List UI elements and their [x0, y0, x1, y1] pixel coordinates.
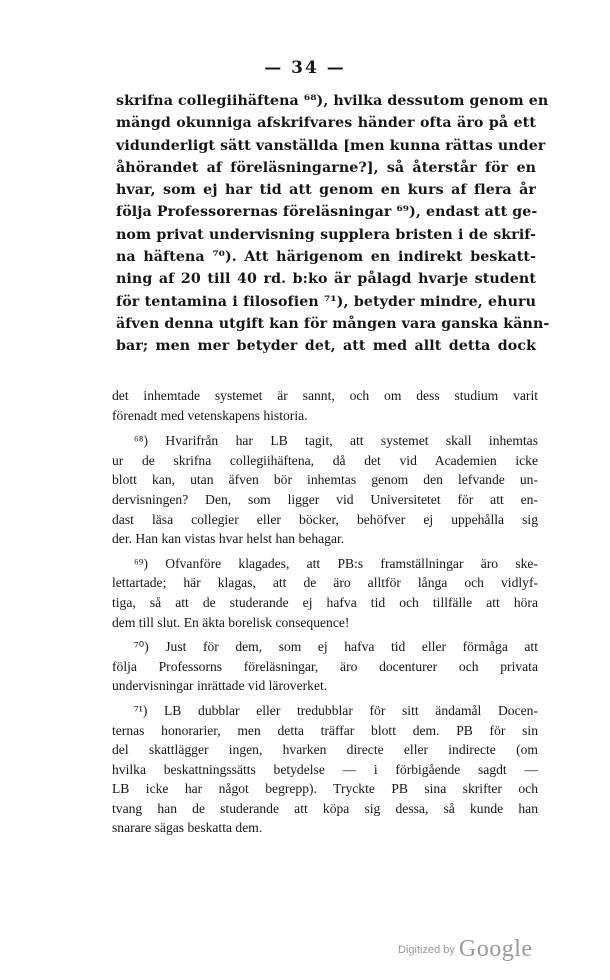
- footnote-line: dast läsa collegier eller böcker, behöfver ej uppehålla sig: [112, 511, 538, 527]
- footnote-continuation-line: förenadt med vetenskapens historia.: [112, 407, 308, 423]
- main-body-text: [116, 90, 550, 358]
- footnote-line: hvilka beskattningssätts betydelse — i förbigående sagdt —: [112, 761, 538, 777]
- footnote-line-text: Just för dem, som ej hafva tid eller förmåga att: [165, 639, 538, 655]
- footnote-marker: ⁷¹): [134, 702, 148, 718]
- body-text-line: nom privat undervisning supplera bristen i de skrif-: [116, 226, 536, 243]
- footnote-line-text: Ofvanföre klagades, att PB:s framställningar äro ske-: [165, 555, 538, 571]
- footnote-line: ur de skrifna collegiihäftena, då det vid Academien icke: [112, 452, 538, 468]
- footnotes-section: [112, 386, 538, 843]
- footnote: [112, 637, 538, 696]
- body-text-line: vidunderligt sätt vanställda [men kunna rättas under: [116, 137, 546, 154]
- footnote-line-text: Hvarifrån har LB tagit, att systemet skall inhemtas: [165, 433, 538, 449]
- body-text-line: mängd okunniga afskrifvares händer ofta äro på ett: [116, 115, 536, 132]
- footnote-line: ternas honorarier, men detta träffar blott dem. PB för sin: [112, 722, 538, 738]
- footnote-line: dem till slut. En äkta borelisk consequence!: [112, 614, 350, 630]
- body-text-line: åhörandet af föreläsningarne?], så återstår för en: [116, 159, 536, 176]
- footnote-continuation: [112, 386, 538, 425]
- footnote-first-line: [112, 431, 538, 451]
- footnote-line: der. Han kan vistas hvar helst han behagar.: [112, 531, 345, 547]
- google-logo: Google: [458, 936, 533, 962]
- watermark-prefix: Digitized by: [398, 944, 455, 956]
- footnote-marker: ⁶⁹): [134, 555, 149, 571]
- digitized-by-google-watermark: [398, 936, 533, 963]
- footnote-line: följa Professorns föreläsningar, äro docenturer och privata: [112, 658, 538, 674]
- footnote-first-line: [112, 554, 538, 574]
- footnote-first-line: [112, 637, 538, 657]
- footnote-line: tvang han de studerande att köpa sig dessa, så kunde han: [112, 800, 538, 816]
- body-text-line: hvar, som ej har tid att genom en kurs af flera år: [116, 182, 536, 199]
- footnote-list: [112, 431, 538, 838]
- footnote-marker: ⁷⁰): [134, 639, 149, 655]
- footnote: [112, 701, 538, 838]
- body-text-line: bar; men mer betyder det, att med allt detta dock: [116, 338, 536, 355]
- footnote-line-text: LB dubblar eller tredubblar för sitt ändamål Docen-: [164, 702, 538, 718]
- footnote-line: del skattlägger ingen, hvarken directe eller indirecte (om: [112, 742, 538, 758]
- footnote-marker: ⁶⁸): [134, 433, 149, 449]
- body-text-line: na häftena ⁷⁰). Att härigenom en indirekt beskatt-: [116, 249, 536, 266]
- footnote-line: undervisningar inrättade vid läroverket.: [112, 678, 328, 694]
- footnote-first-line: [112, 701, 538, 721]
- footnote-line: snarare sägas beskatta dem.: [112, 820, 263, 836]
- footnote-line: dervisningen? Den, som ligger vid Universitetet för att en-: [112, 491, 538, 507]
- footnote-line: lettartade; här klagas, att de äro alltför långa och vidlyf-: [112, 575, 538, 591]
- body-text-line: för tentamina i filosofien ⁷¹), betyder mindre, ehuru: [116, 293, 536, 310]
- body-text-line: ning af 20 till 40 rd. b:ko är pålagd hvarje student: [116, 271, 536, 288]
- footnote: [112, 431, 538, 549]
- footnote-line: blott kan, utan äfven bör inhemtas genom den lefvande un-: [112, 472, 538, 488]
- footnote-line: LB icke har något begrepp). Tryckte PB sina skrifter och: [112, 781, 538, 797]
- body-text-line: äfven denna utgift kan för mången vara ganska känn-: [116, 315, 550, 332]
- page-number: — 34 —: [264, 58, 346, 78]
- body-text-line: skrifna collegiihäftena ⁶⁸), hvilka dessutom genom en: [116, 93, 549, 109]
- footnote-line: tiga, så att de studerande ej hafva tid och tillfälle att höra: [112, 594, 538, 610]
- body-text-line: följa Professorernas föreläsningar ⁶⁹), endast att ge-: [116, 204, 538, 221]
- footnote-continuation-line: det inhemtade systemet är sannt, och om dess studium varit: [112, 388, 538, 403]
- footnote: [112, 554, 538, 632]
